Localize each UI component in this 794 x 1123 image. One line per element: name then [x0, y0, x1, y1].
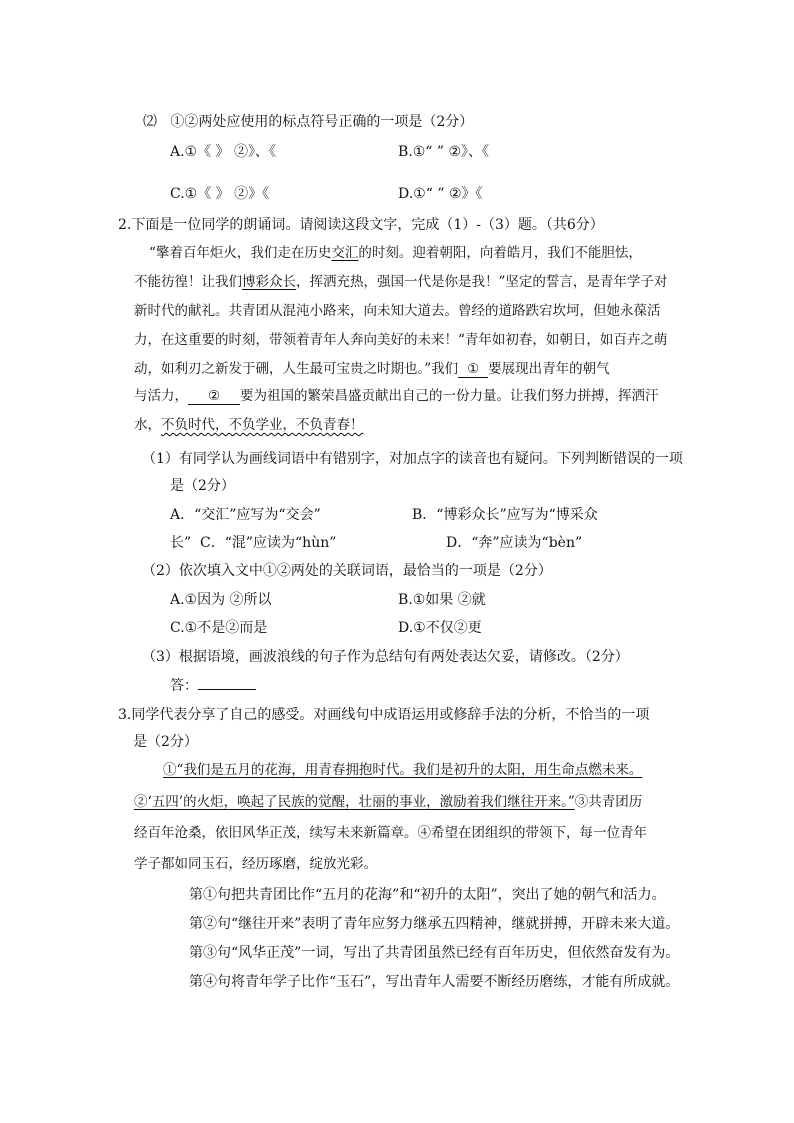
underlined-word-jiaohui: 交汇 — [331, 245, 359, 261]
q1-option-a: A.①《 》 ②》、《 — [170, 144, 277, 160]
q3-analysis-3: 第③句“风华正茂”一词，写出了共青团虽然已经有百年历史，但依然奋发有为。 — [189, 945, 680, 961]
q3-passage-line-3: 经百年沧桑，依旧风华正茂，续写未来新篇章。④希望在团组织的带领下，每一位青年 — [134, 825, 647, 841]
q2-sub1-option-a: A．“交汇”应写为“交会” — [170, 507, 321, 523]
underlined-word-bocai: 博彩众长 — [242, 274, 296, 290]
q3-analysis-2: 第②句“继往开来”表明了青年应努力继承五四精神，继就拼搏，开辟未来大道。 — [189, 916, 680, 932]
answer-blank[interactable] — [198, 689, 256, 690]
q2-passage-line-2 — [134, 272, 667, 292]
q2-sub2-option-d: D.①不仅②更 — [398, 620, 482, 636]
q2-sub3-answer — [170, 676, 256, 696]
q1-sub2-stem — [143, 112, 473, 132]
q2-passage-line-7 — [134, 415, 364, 435]
q2-passage-text: 动，如利刃之新发于硎，人生最可宝贵之时期也。”我们 — [134, 361, 459, 377]
q2-sub2-option-a: A.①因为 ②所以 — [170, 592, 272, 608]
blank-1: ① — [458, 361, 488, 378]
q1-option-c: C.①《 》 ②》《 — [170, 186, 270, 202]
q3-underlined-sentence: ②‘五四’的火炬，唤起了民族的觉醒，壮丽的事业，激励着我们继往开来。” — [134, 794, 575, 810]
q2-passage-line-5 — [134, 359, 610, 379]
q2-passage-text: “擎着百年炬火，我们走在历史 — [149, 245, 332, 261]
q2-passage-text: 水， — [134, 417, 161, 433]
blank-2: ② — [188, 388, 240, 405]
q3-passage-line-2 — [134, 792, 642, 812]
q2-passage-line-1 — [149, 243, 642, 263]
wavy-underlined-sentence: 不负时代，不负学业，不负青春！ — [161, 417, 364, 433]
q2-passage-text: ，挥洒充热，强国一代是你是我！”坚定的誓言，是青年学子对 — [296, 274, 668, 290]
q3-analysis-1: 第①句把共青团比作“五月的花海”和“初升的太阳”，突出了她的朝气和活力。 — [189, 887, 666, 903]
q2-sub2-option-b: B.①如果 ②就 — [398, 592, 486, 608]
q2-passage-line-4: 力，在这重要的时刻，带领着青年人奔向美好的未来！“青年如初春，如朝日，如百卉之萌 — [134, 332, 668, 348]
q2-sub1-option-d: D．“奔”应读为“bèn” — [446, 535, 583, 551]
q3-passage-line-1: ①“我们是五月的花海，用青春拥抱时代。我们是初升的太阳，用生命点燃未来。 — [163, 762, 643, 778]
q2-sub2-stem: （2）依次填入文中①②两处的关联词语，最恰当的一项是（2分） — [142, 563, 552, 579]
q2-stem: 2.下面是一位同学的朗诵词。请阅读这段文字，完成（1）-（3）题。（共6分） — [118, 217, 604, 233]
q2-passage-text: 与活力， — [134, 388, 188, 404]
q2-sub3-stem: （3）根据语境，画波浪线的句子作为总结句有两处表达欠妥，请修改。（2分） — [142, 649, 629, 665]
q3-stem-cont: 是（2分） — [133, 734, 198, 750]
q2-sub2-option-c: C.①不是②而是 — [170, 620, 268, 636]
q1-option-b: B.①“ ” ②》、《 — [398, 144, 490, 160]
answer-label: 答： — [170, 678, 198, 694]
q2-sub1-option-c: C．“混”应读为“hùn” — [200, 535, 337, 551]
q2-passage-text: 要为祖国的繁荣昌盛贡献出自己的一份力量。让我们努力拼搏，挥洒汗 — [240, 388, 659, 404]
q3-analysis-4: 第④句将青年学子比作“玉石”，写出青年人需要不断经历磨练，才能有所成就。 — [189, 974, 680, 990]
q2-passage-text: 要展现出青年的朝气 — [488, 361, 610, 377]
q3-stem: 3.同学代表分享了自己的感受。对画线句中成语运用或修辞手法的分析，不恰当的一项 — [118, 707, 650, 723]
q1-option-d: D.①“ ” ②》《 — [398, 186, 483, 202]
q2-sub1-option-b: B．“博彩众长”应写为“博采众 — [412, 507, 598, 523]
q2-sub1-option-b-cont: 长” — [170, 535, 192, 551]
q2-passage-line-6 — [134, 386, 659, 406]
q1-sub2-number: ⑵ — [143, 114, 157, 130]
q2-sub1-stem-cont: 是（2分） — [170, 478, 235, 494]
q2-sub1-stem: （1）有同学认为画线词语中有错别字，对加点字的读音也有疑问。下列判断错误的一项 — [142, 451, 683, 467]
q2-passage-text: 的时刻。迎着朝阳，向着皓月，我们不能胆怯， — [358, 245, 642, 261]
q1-sub2-text: ①②两处应使用的标点符号正确的一项是（2分） — [170, 114, 474, 130]
q3-passage-line-4: 学子都如同玉石，经历琢磨，绽放光彩。 — [134, 856, 377, 872]
q2-passage-line-3: 新时代的献礼。共青团从混沌小路来，向未知大道去。曾经的道路跌宕坎坷，但她永葆活 — [134, 303, 661, 319]
q3-passage-text: ③共青团历 — [574, 794, 643, 810]
q2-passage-text: 不能彷徨！让我们 — [134, 274, 242, 290]
